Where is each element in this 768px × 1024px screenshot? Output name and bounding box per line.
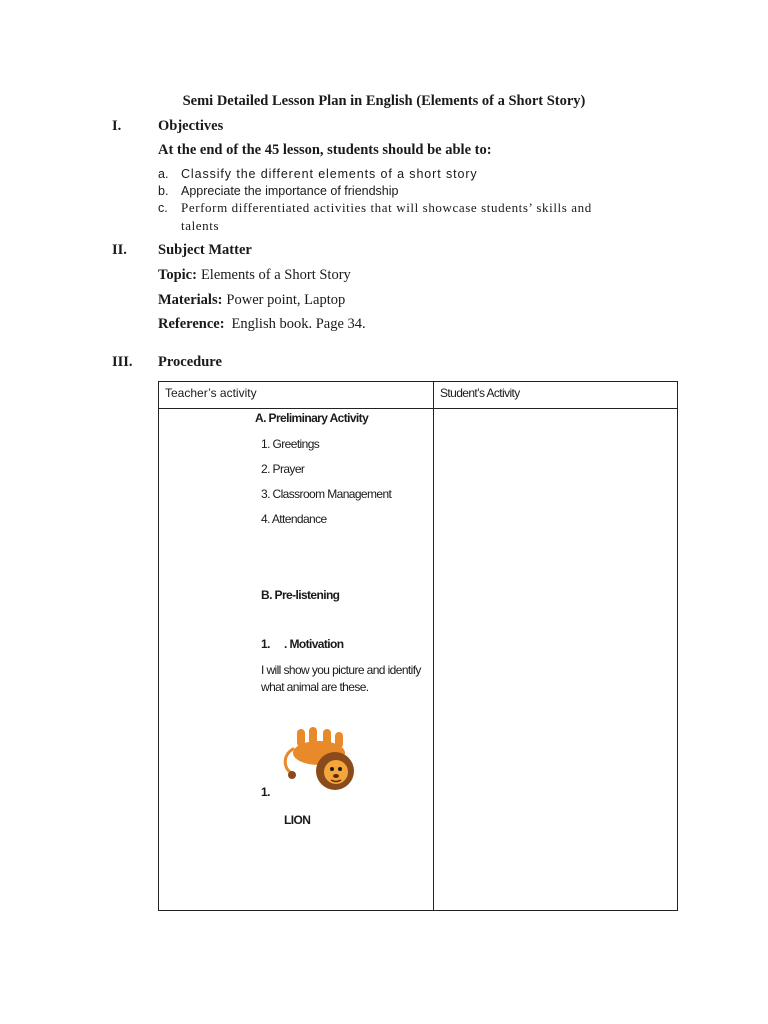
section-heading-subject-matter: Subject Matter — [158, 242, 252, 258]
objective-text-a: Classify the different elements of a short story — [181, 167, 478, 181]
header-teacher-activity: Teacher’s activity — [165, 386, 257, 400]
reference-line — [158, 315, 366, 333]
preliminary-activity-label: A. Preliminary Activity — [255, 411, 369, 425]
objective-letter-c: c. — [158, 201, 168, 215]
motivation-number: 1. — [261, 637, 270, 651]
section-heading-procedure: Procedure — [158, 354, 222, 370]
picture-caption-lion: LION — [284, 813, 311, 827]
pre-listening-label: B. Pre-listening — [261, 588, 340, 602]
objective-text-c: Perform differentiated activities that will showcase students’ skills and — [181, 200, 592, 215]
motivation-instruction-line2: what animal are these. — [261, 680, 369, 694]
materials-value: Power point, Laptop — [226, 292, 346, 308]
objective-letter-a: a. — [158, 167, 169, 181]
preliminary-item-classroom-management: 3. Classroom Management — [261, 487, 392, 501]
procedure-table — [158, 381, 678, 911]
lion-icon — [279, 727, 359, 797]
preliminary-item-greetings: 1. Greetings — [261, 437, 320, 451]
table-header-divider — [159, 408, 677, 409]
materials-line — [158, 291, 345, 309]
section-number-objectives: I. — [112, 118, 122, 134]
objectives-intro: At the end of the 45 lesson, students should be able to: — [158, 142, 492, 158]
table-column-divider — [433, 382, 434, 910]
objective-text-b: Appreciate the importance of friendship — [181, 184, 399, 198]
motivation-instruction-line1: I will show you picture and identify — [261, 663, 421, 677]
preliminary-item-attendance: 4. Attendance — [261, 512, 327, 526]
section-number-subject-matter: II. — [112, 242, 127, 258]
reference-value: English book. Page 34. — [231, 316, 366, 332]
document-title: Semi Detailed Lesson Plan in English (Elements of a Short Story) — [182, 93, 586, 109]
objective-letter-b: b. — [158, 184, 169, 198]
picture-number: 1. — [261, 785, 270, 799]
reference-label: Reference: — [158, 316, 225, 332]
header-student-activity: Student’s Activity — [440, 386, 520, 400]
objective-text-c-continued: talents — [181, 218, 220, 233]
preliminary-item-prayer: 2. Prayer — [261, 462, 305, 476]
topic-label: Topic: — [158, 267, 197, 283]
section-number-procedure: III. — [112, 354, 133, 370]
topic-line — [158, 266, 351, 284]
motivation-label: . Motivation — [284, 637, 344, 651]
materials-label: Materials: — [158, 292, 223, 308]
topic-value: Elements of a Short Story — [200, 267, 351, 283]
section-heading-objectives: Objectives — [158, 118, 224, 134]
